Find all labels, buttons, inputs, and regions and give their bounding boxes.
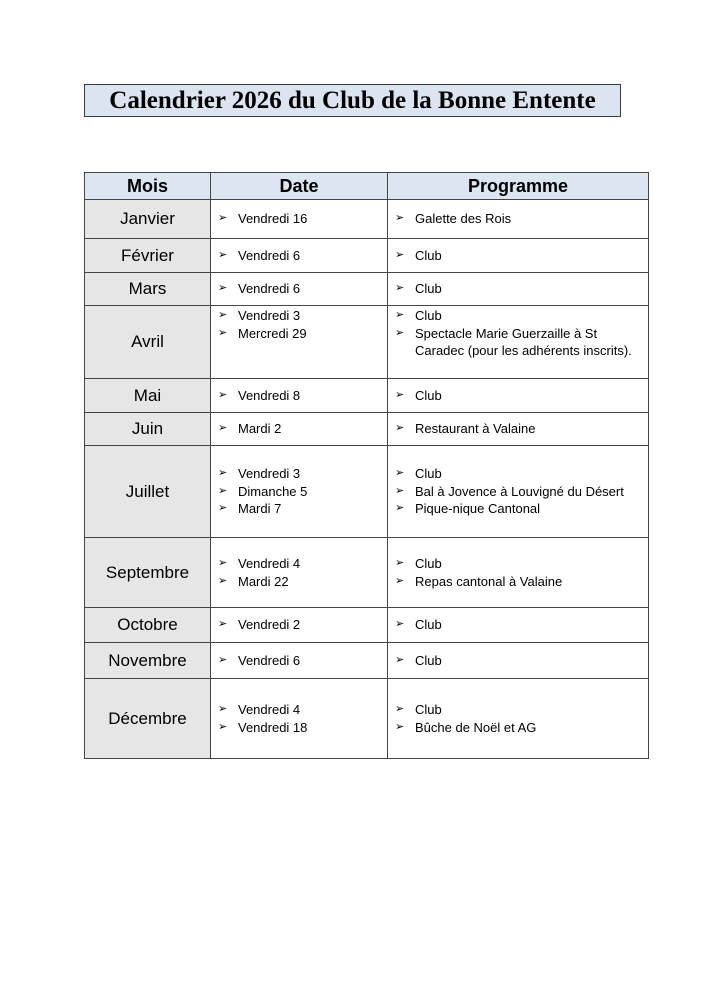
date-cell bbox=[211, 679, 388, 759]
month-cell: Juillet bbox=[85, 446, 211, 538]
header-programme: Programme bbox=[388, 173, 649, 200]
page-title: Calendrier 2026 du Club de la Bonne Entente bbox=[84, 84, 621, 117]
programme-item: ➢ Club bbox=[415, 555, 640, 573]
table-row bbox=[85, 446, 649, 538]
table-row bbox=[85, 538, 649, 608]
programme-item: ➢ Bal à Jovence à Louvigné du Désert bbox=[415, 483, 640, 501]
date-item: ➢ Vendredi 6 bbox=[238, 247, 379, 265]
programme-item: ➢ Restaurant à Valaine bbox=[415, 420, 640, 438]
month-cell: Janvier bbox=[85, 200, 211, 239]
date-cell bbox=[211, 413, 388, 446]
date-cell bbox=[211, 379, 388, 413]
date-item: ➢ Dimanche 5 bbox=[238, 483, 379, 501]
programme-cell bbox=[388, 200, 649, 239]
programme-item: ➢ Club bbox=[415, 701, 640, 719]
month-cell: Novembre bbox=[85, 643, 211, 679]
programme-item: ➢ Club bbox=[415, 307, 640, 325]
date-item: ➢ Vendredi 18 bbox=[238, 719, 379, 737]
programme-cell bbox=[388, 306, 649, 379]
programme-cell bbox=[388, 643, 649, 679]
programme-cell bbox=[388, 446, 649, 538]
table-row bbox=[85, 413, 649, 446]
header-date: Date bbox=[211, 173, 388, 200]
date-cell bbox=[211, 538, 388, 608]
programme-item: ➢ Club bbox=[415, 247, 640, 265]
header-mois: Mois bbox=[85, 173, 211, 200]
programme-item: ➢ Club bbox=[415, 652, 640, 670]
month-cell: Octobre bbox=[85, 608, 211, 643]
date-item: ➢ Vendredi 16 bbox=[238, 210, 379, 228]
date-cell bbox=[211, 239, 388, 273]
programme-item: ➢ Spectacle Marie Guerzaille à St Caradec (pour les adhérents inscrits). bbox=[415, 325, 640, 360]
month-cell: Février bbox=[85, 239, 211, 273]
date-item: ➢ Mercredi 29 bbox=[238, 325, 379, 343]
date-cell bbox=[211, 446, 388, 538]
table-row bbox=[85, 679, 649, 759]
date-item: ➢ Vendredi 4 bbox=[238, 555, 379, 573]
programme-item: ➢ Club bbox=[415, 280, 640, 298]
table-row bbox=[85, 379, 649, 413]
date-cell bbox=[211, 608, 388, 643]
programme-item: ➢ Pique-nique Cantonal bbox=[415, 500, 640, 518]
month-cell: Mai bbox=[85, 379, 211, 413]
month-cell: Mars bbox=[85, 273, 211, 306]
month-cell: Juin bbox=[85, 413, 211, 446]
date-item: ➢ Mardi 2 bbox=[238, 420, 379, 438]
date-item: ➢ Vendredi 4 bbox=[238, 701, 379, 719]
month-cell: Décembre bbox=[85, 679, 211, 759]
programme-item: ➢ Club bbox=[415, 465, 640, 483]
programme-item: ➢ Club bbox=[415, 616, 640, 634]
programme-item: ➢ Repas cantonal à Valaine bbox=[415, 573, 640, 591]
table-row bbox=[85, 306, 649, 379]
programme-cell bbox=[388, 608, 649, 643]
table-row bbox=[85, 608, 649, 643]
programme-item: ➢ Club bbox=[415, 387, 640, 405]
programme-item: ➢ Galette des Rois bbox=[415, 210, 640, 228]
date-item: ➢ Vendredi 3 bbox=[238, 465, 379, 483]
month-cell: Septembre bbox=[85, 538, 211, 608]
programme-cell bbox=[388, 413, 649, 446]
date-cell bbox=[211, 273, 388, 306]
programme-cell bbox=[388, 679, 649, 759]
date-item: ➢ Vendredi 6 bbox=[238, 280, 379, 298]
programme-cell bbox=[388, 273, 649, 306]
calendar-table bbox=[84, 172, 649, 759]
date-item: ➢ Vendredi 8 bbox=[238, 387, 379, 405]
table-row bbox=[85, 239, 649, 273]
date-item: ➢ Vendredi 6 bbox=[238, 652, 379, 670]
header-row bbox=[85, 173, 649, 200]
month-cell: Avril bbox=[85, 306, 211, 379]
date-cell bbox=[211, 643, 388, 679]
date-item: ➢ Mardi 7 bbox=[238, 500, 379, 518]
programme-cell bbox=[388, 379, 649, 413]
table-row bbox=[85, 273, 649, 306]
date-item: ➢ Mardi 22 bbox=[238, 573, 379, 591]
programme-cell bbox=[388, 538, 649, 608]
table-row bbox=[85, 643, 649, 679]
date-cell bbox=[211, 306, 388, 379]
table-row bbox=[85, 200, 649, 239]
programme-item: ➢ Bûche de Noël et AG bbox=[415, 719, 640, 737]
date-cell bbox=[211, 200, 388, 239]
date-item: ➢ Vendredi 3 bbox=[238, 307, 379, 325]
programme-cell bbox=[388, 239, 649, 273]
date-item: ➢ Vendredi 2 bbox=[238, 616, 379, 634]
